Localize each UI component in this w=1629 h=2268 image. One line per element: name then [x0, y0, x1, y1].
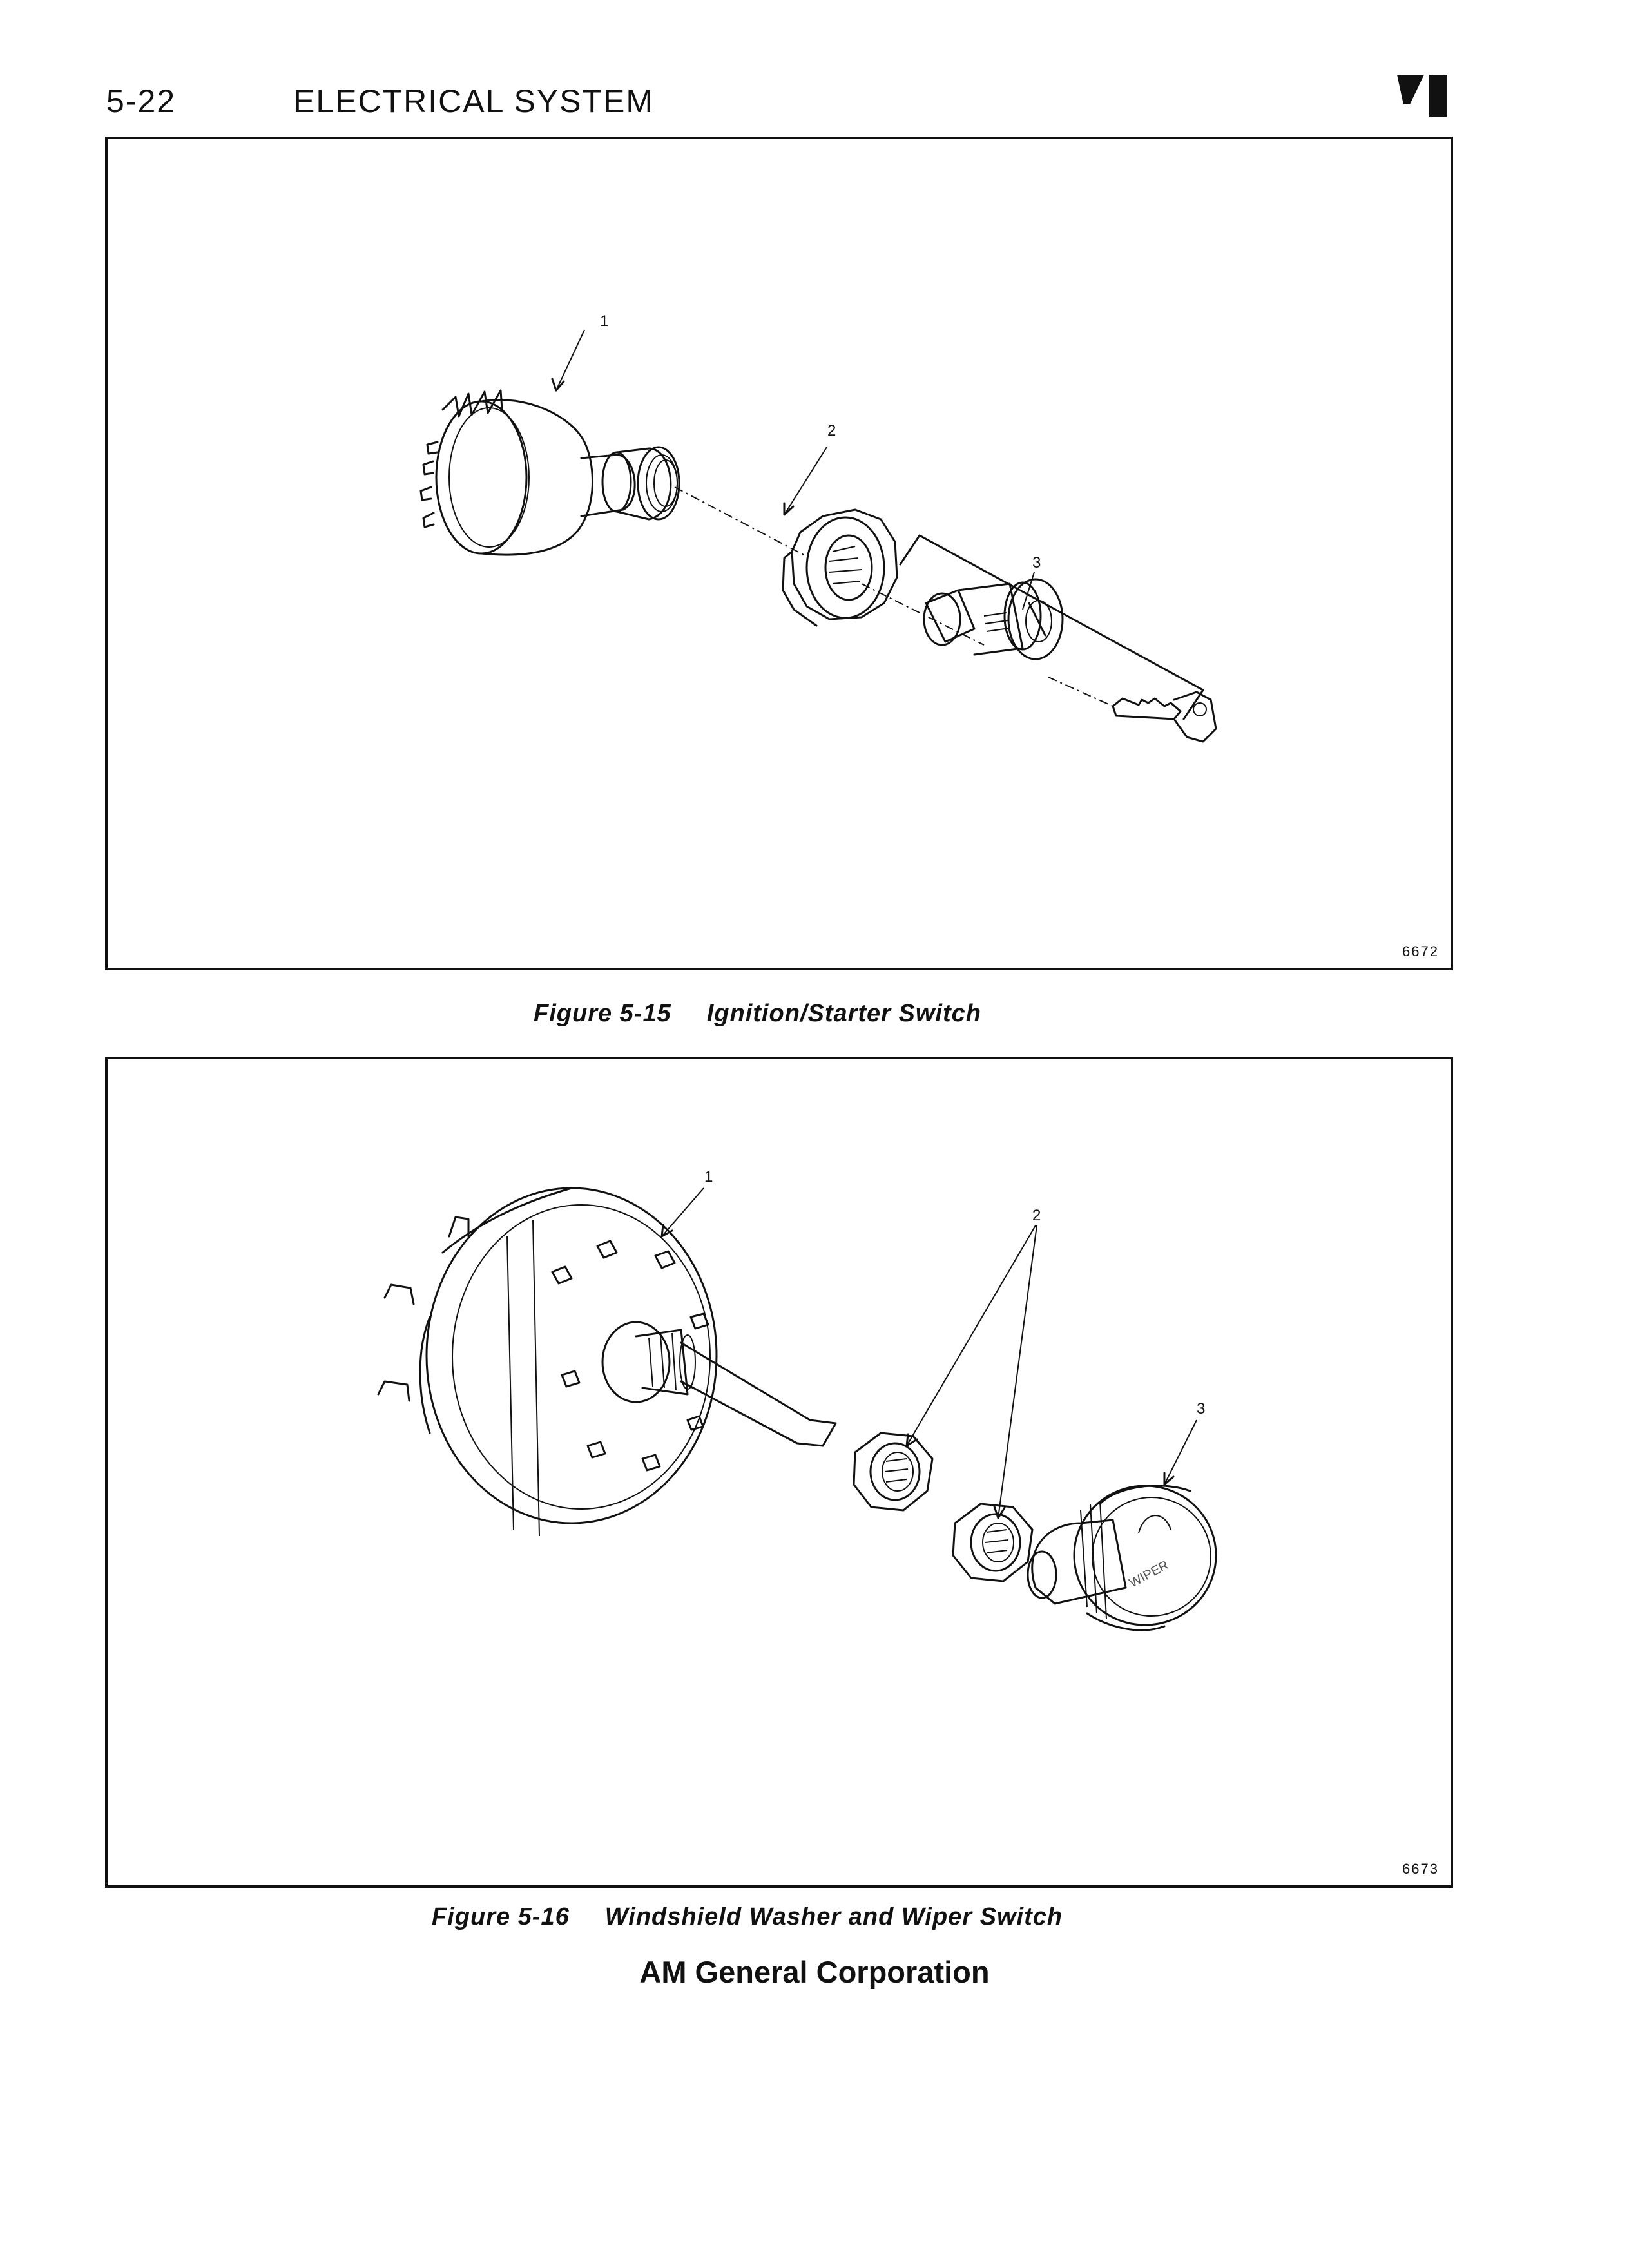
callout-3: 3 — [1032, 554, 1041, 572]
rotary-switch-icon — [378, 1188, 836, 1536]
section-title: ELECTRICAL SYSTEM — [293, 83, 655, 119]
hex-nut-icon — [854, 1433, 932, 1510]
page-number: 5-22 — [106, 83, 177, 119]
knob-label: WIPER — [1127, 1558, 1171, 1591]
ignition-switch-illustration — [108, 139, 1451, 968]
section-tab-mark — [1397, 72, 1450, 119]
publisher-footer: AM General Corporation — [639, 1955, 990, 1989]
callout-1: 1 — [600, 312, 609, 330]
figure-code: 6672 — [1402, 943, 1439, 959]
key-icon — [1113, 692, 1216, 742]
figure-wiper-switch — [105, 1057, 1453, 1888]
figure-caption — [534, 1000, 981, 1028]
callout-2: 2 — [1032, 1207, 1041, 1224]
lock-cylinder-icon — [924, 579, 1063, 659]
callout-1: 1 — [704, 1168, 713, 1186]
callout-3: 3 — [1197, 1400, 1206, 1418]
figure-number: Figure 5-15 — [534, 1000, 671, 1027]
switch-body-icon — [421, 390, 679, 555]
figure-code: 6673 — [1402, 1861, 1439, 1877]
mounting-nut-icon — [783, 510, 897, 626]
figure-title: Windshield Washer and Wiper Switch — [604, 1903, 1063, 1930]
figure-ignition-switch — [105, 137, 1453, 970]
figure-caption — [432, 1903, 1063, 1931]
hex-nut-icon — [953, 1504, 1032, 1581]
wiper-switch-illustration — [108, 1059, 1451, 1885]
figure-number: Figure 5-16 — [432, 1903, 570, 1930]
callout-2: 2 — [827, 422, 836, 439]
figure-title: Ignition/Starter Switch — [706, 1000, 981, 1027]
knob-icon — [1028, 1486, 1216, 1630]
